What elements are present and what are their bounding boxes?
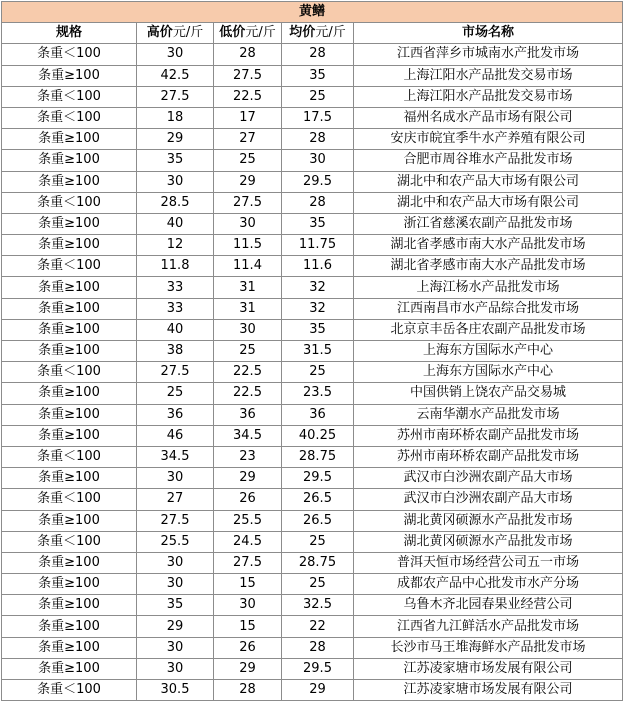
cell-high-price: 27.5 <box>137 362 214 383</box>
table-row <box>2 531 623 552</box>
cell-market-name: 上海江阳水产品批发交易市场 <box>354 86 623 107</box>
cell-avg-price: 29.5 <box>282 171 354 192</box>
cell-spec: 条重＜100 <box>2 680 137 701</box>
cell-low-price: 25.5 <box>214 510 282 531</box>
cell-avg-price: 36 <box>282 404 354 425</box>
cell-high-price: 33 <box>137 277 214 298</box>
cell-high-price: 30 <box>137 44 214 65</box>
table-row <box>2 298 623 319</box>
cell-high-price: 30 <box>137 468 214 489</box>
cell-spec: 条重≥100 <box>2 213 137 234</box>
cell-high-price: 28.5 <box>137 192 214 213</box>
header-high <box>137 23 214 44</box>
cell-low-price: 36 <box>214 404 282 425</box>
table-row <box>2 192 623 213</box>
cell-high-price: 35 <box>137 150 214 171</box>
cell-low-price: 28 <box>214 680 282 701</box>
cell-low-price: 11.5 <box>214 235 282 256</box>
cell-market-name: 江苏凌家塘市场发展有限公司 <box>354 680 623 701</box>
cell-avg-price: 32 <box>282 277 354 298</box>
cell-avg-price: 11.6 <box>282 256 354 277</box>
cell-market-name: 湖北黄冈硕源水产品批发市场 <box>354 510 623 531</box>
cell-market-name: 江苏凌家塘市场发展有限公司 <box>354 658 623 679</box>
header-high-unit: 元/斤 <box>172 25 204 41</box>
cell-low-price: 26 <box>214 489 282 510</box>
table-row <box>2 44 623 65</box>
cell-high-price: 11.8 <box>137 256 214 277</box>
title-row <box>2 2 623 23</box>
table-row <box>2 319 623 340</box>
cell-low-price: 30 <box>214 319 282 340</box>
cell-avg-price: 29 <box>282 680 354 701</box>
cell-avg-price: 28 <box>282 637 354 658</box>
cell-high-price: 29 <box>137 616 214 637</box>
header-market <box>354 23 623 44</box>
cell-spec: 条重≥100 <box>2 235 137 256</box>
cell-spec: 条重≥100 <box>2 298 137 319</box>
cell-low-price: 29 <box>214 171 282 192</box>
cell-spec: 条重≥100 <box>2 510 137 531</box>
table-row <box>2 637 623 658</box>
cell-high-price: 12 <box>137 235 214 256</box>
cell-spec: 条重≥100 <box>2 616 137 637</box>
cell-market-name: 上海江阳水产品批发交易市场 <box>354 65 623 86</box>
header-low <box>214 23 282 44</box>
cell-market-name: 浙江省慈溪农副产品批发市场 <box>354 213 623 234</box>
cell-spec: 条重≥100 <box>2 277 137 298</box>
header-row <box>2 23 623 44</box>
cell-market-name: 湖北省孝感市南大水产品批发市场 <box>354 235 623 256</box>
cell-market-name: 苏州市南环桥农副产品批发市场 <box>354 446 623 467</box>
cell-high-price: 25.5 <box>137 531 214 552</box>
cell-high-price: 27.5 <box>137 510 214 531</box>
cell-market-name: 长沙市马王堆海鲜水产品批发市场 <box>354 637 623 658</box>
cell-spec: 条重≥100 <box>2 65 137 86</box>
cell-spec: 条重≥100 <box>2 637 137 658</box>
table-row <box>2 510 623 531</box>
cell-high-price: 30 <box>137 658 214 679</box>
cell-high-price: 27.5 <box>137 86 214 107</box>
cell-avg-price: 32 <box>282 298 354 319</box>
cell-avg-price: 30 <box>282 150 354 171</box>
cell-low-price: 31 <box>214 277 282 298</box>
price-table-container <box>1 1 623 701</box>
cell-avg-price: 17.5 <box>282 107 354 128</box>
cell-market-name: 合肥市周谷堆水产品批发市场 <box>354 150 623 171</box>
cell-low-price: 22.5 <box>214 86 282 107</box>
cell-low-price: 25 <box>214 341 282 362</box>
cell-market-name: 湖北黄冈硕源水产品批发市场 <box>354 531 623 552</box>
cell-spec: 条重≥100 <box>2 383 137 404</box>
table-row <box>2 65 623 86</box>
cell-spec: 条重≥100 <box>2 341 137 362</box>
cell-avg-price: 28 <box>282 129 354 150</box>
cell-market-name: 福州名成水产品市场有限公司 <box>354 107 623 128</box>
cell-spec: 条重≥100 <box>2 404 137 425</box>
cell-low-price: 29 <box>214 468 282 489</box>
cell-high-price: 25 <box>137 383 214 404</box>
header-avg <box>282 23 354 44</box>
cell-avg-price: 26.5 <box>282 510 354 531</box>
cell-spec: 条重≥100 <box>2 129 137 150</box>
cell-market-name: 上海东方国际水产中心 <box>354 341 623 362</box>
cell-low-price: 11.4 <box>214 256 282 277</box>
header-low-label: 低价 <box>219 25 246 41</box>
cell-spec: 条重＜100 <box>2 44 137 65</box>
table-row <box>2 362 623 383</box>
cell-low-price: 30 <box>214 595 282 616</box>
cell-market-name: 上海东方国际水产中心 <box>354 362 623 383</box>
cell-high-price: 40 <box>137 319 214 340</box>
table-row <box>2 574 623 595</box>
table-row <box>2 171 623 192</box>
cell-spec: 条重≥100 <box>2 658 137 679</box>
cell-low-price: 27 <box>214 129 282 150</box>
cell-low-price: 26 <box>214 637 282 658</box>
cell-avg-price: 23.5 <box>282 383 354 404</box>
cell-market-name: 普洱天恒市场经营公司五一市场 <box>354 552 623 573</box>
cell-low-price: 27.5 <box>214 192 282 213</box>
cell-avg-price: 35 <box>282 319 354 340</box>
table-row <box>2 552 623 573</box>
table-body <box>2 44 623 701</box>
table-row <box>2 129 623 150</box>
cell-high-price: 27 <box>137 489 214 510</box>
cell-spec: 条重≥100 <box>2 552 137 573</box>
table-row <box>2 658 623 679</box>
cell-avg-price: 29.5 <box>282 658 354 679</box>
header-high-label: 高价 <box>146 25 173 41</box>
header-market-label: 市场名称 <box>462 25 515 41</box>
cell-avg-price: 31.5 <box>282 341 354 362</box>
table-row <box>2 277 623 298</box>
cell-avg-price: 32.5 <box>282 595 354 616</box>
cell-market-name: 中国供销上饶农产品交易城 <box>354 383 623 404</box>
cell-market-name: 乌鲁木齐北园春果业经营公司 <box>354 595 623 616</box>
cell-avg-price: 28.75 <box>282 446 354 467</box>
cell-market-name: 江西南昌市水产品综合批发市场 <box>354 298 623 319</box>
cell-avg-price: 25 <box>282 362 354 383</box>
header-avg-unit: 元/斤 <box>315 25 346 41</box>
cell-market-name: 湖北中和农产品大市场有限公司 <box>354 192 623 213</box>
cell-spec: 条重＜100 <box>2 86 137 107</box>
cell-spec: 条重＜100 <box>2 531 137 552</box>
cell-low-price: 30 <box>214 213 282 234</box>
cell-low-price: 22.5 <box>214 383 282 404</box>
cell-high-price: 30.5 <box>137 680 214 701</box>
cell-market-name: 成都农产品中心批发市水产分场 <box>354 574 623 595</box>
cell-high-price: 30 <box>137 552 214 573</box>
table-row <box>2 235 623 256</box>
cell-high-price: 35 <box>137 595 214 616</box>
cell-low-price: 22.5 <box>214 362 282 383</box>
cell-spec: 条重＜100 <box>2 446 137 467</box>
cell-market-name: 上海江杨水产品批发市场 <box>354 277 623 298</box>
cell-low-price: 15 <box>214 616 282 637</box>
cell-low-price: 15 <box>214 574 282 595</box>
table-row <box>2 341 623 362</box>
cell-high-price: 33 <box>137 298 214 319</box>
cell-market-name: 安庆市皖宜季牛水产养殖有限公司 <box>354 129 623 150</box>
cell-high-price: 30 <box>137 637 214 658</box>
cell-market-name: 武汉市白沙洲农副产品大市场 <box>354 468 623 489</box>
cell-low-price: 28 <box>214 44 282 65</box>
cell-spec: 条重＜100 <box>2 256 137 277</box>
table-row <box>2 256 623 277</box>
cell-market-name: 江西省九江鲜活水产品批发市场 <box>354 616 623 637</box>
cell-spec: 条重＜100 <box>2 362 137 383</box>
cell-avg-price: 25 <box>282 531 354 552</box>
table-row <box>2 446 623 467</box>
cell-market-name: 云南华潮水产品批发市场 <box>354 404 623 425</box>
cell-avg-price: 35 <box>282 65 354 86</box>
table-row <box>2 86 623 107</box>
cell-high-price: 42.5 <box>137 65 214 86</box>
table-row <box>2 383 623 404</box>
cell-avg-price: 28 <box>282 44 354 65</box>
cell-low-price: 24.5 <box>214 531 282 552</box>
cell-market-name: 北京京丰岳各庄农副产品批发市场 <box>354 319 623 340</box>
cell-high-price: 34.5 <box>137 446 214 467</box>
cell-high-price: 40 <box>137 213 214 234</box>
table-row <box>2 680 623 701</box>
cell-low-price: 31 <box>214 298 282 319</box>
cell-spec: 条重≥100 <box>2 150 137 171</box>
cell-spec: 条重≥100 <box>2 595 137 616</box>
cell-market-name: 湖北省孝感市南大水产品批发市场 <box>354 256 623 277</box>
cell-high-price: 38 <box>137 341 214 362</box>
cell-high-price: 36 <box>137 404 214 425</box>
cell-spec: 条重＜100 <box>2 192 137 213</box>
cell-low-price: 27.5 <box>214 65 282 86</box>
cell-market-name: 江西省萍乡市城南水产批发市场 <box>354 44 623 65</box>
table-row <box>2 489 623 510</box>
cell-avg-price: 26.5 <box>282 489 354 510</box>
cell-market-name: 武汉市白沙洲农副产品大市场 <box>354 489 623 510</box>
table-row <box>2 213 623 234</box>
cell-spec: 条重≥100 <box>2 574 137 595</box>
header-spec-label: 规格 <box>55 25 82 41</box>
table-row <box>2 425 623 446</box>
cell-high-price: 18 <box>137 107 214 128</box>
table-row <box>2 107 623 128</box>
eel-price-table <box>1 1 623 701</box>
cell-high-price: 46 <box>137 425 214 446</box>
cell-low-price: 23 <box>214 446 282 467</box>
cell-avg-price: 28.75 <box>282 552 354 573</box>
cell-low-price: 25 <box>214 150 282 171</box>
cell-avg-price: 11.75 <box>282 235 354 256</box>
cell-avg-price: 22 <box>282 616 354 637</box>
cell-low-price: 34.5 <box>214 425 282 446</box>
cell-spec: 条重＜100 <box>2 489 137 510</box>
cell-high-price: 29 <box>137 129 214 150</box>
header-spec <box>2 23 137 44</box>
cell-spec: 条重≥100 <box>2 171 137 192</box>
cell-avg-price: 29.5 <box>282 468 354 489</box>
table-title: 黄鳝 <box>2 2 623 23</box>
cell-spec: 条重≥100 <box>2 425 137 446</box>
cell-high-price: 30 <box>137 171 214 192</box>
cell-avg-price: 35 <box>282 213 354 234</box>
header-avg-label: 均价 <box>289 25 316 41</box>
cell-low-price: 27.5 <box>214 552 282 573</box>
cell-spec: 条重≥100 <box>2 319 137 340</box>
table-row <box>2 616 623 637</box>
header-low-unit: 元/斤 <box>245 25 276 41</box>
table-row <box>2 468 623 489</box>
table-row <box>2 404 623 425</box>
table-row <box>2 150 623 171</box>
cell-market-name: 湖北中和农产品大市场有限公司 <box>354 171 623 192</box>
cell-avg-price: 25 <box>282 86 354 107</box>
cell-spec: 条重＜100 <box>2 107 137 128</box>
cell-low-price: 29 <box>214 658 282 679</box>
table-row <box>2 595 623 616</box>
cell-high-price: 30 <box>137 574 214 595</box>
cell-avg-price: 28 <box>282 192 354 213</box>
cell-avg-price: 25 <box>282 574 354 595</box>
cell-low-price: 17 <box>214 107 282 128</box>
cell-avg-price: 40.25 <box>282 425 354 446</box>
cell-market-name: 苏州市南环桥农副产品批发市场 <box>354 425 623 446</box>
cell-spec: 条重≥100 <box>2 468 137 489</box>
